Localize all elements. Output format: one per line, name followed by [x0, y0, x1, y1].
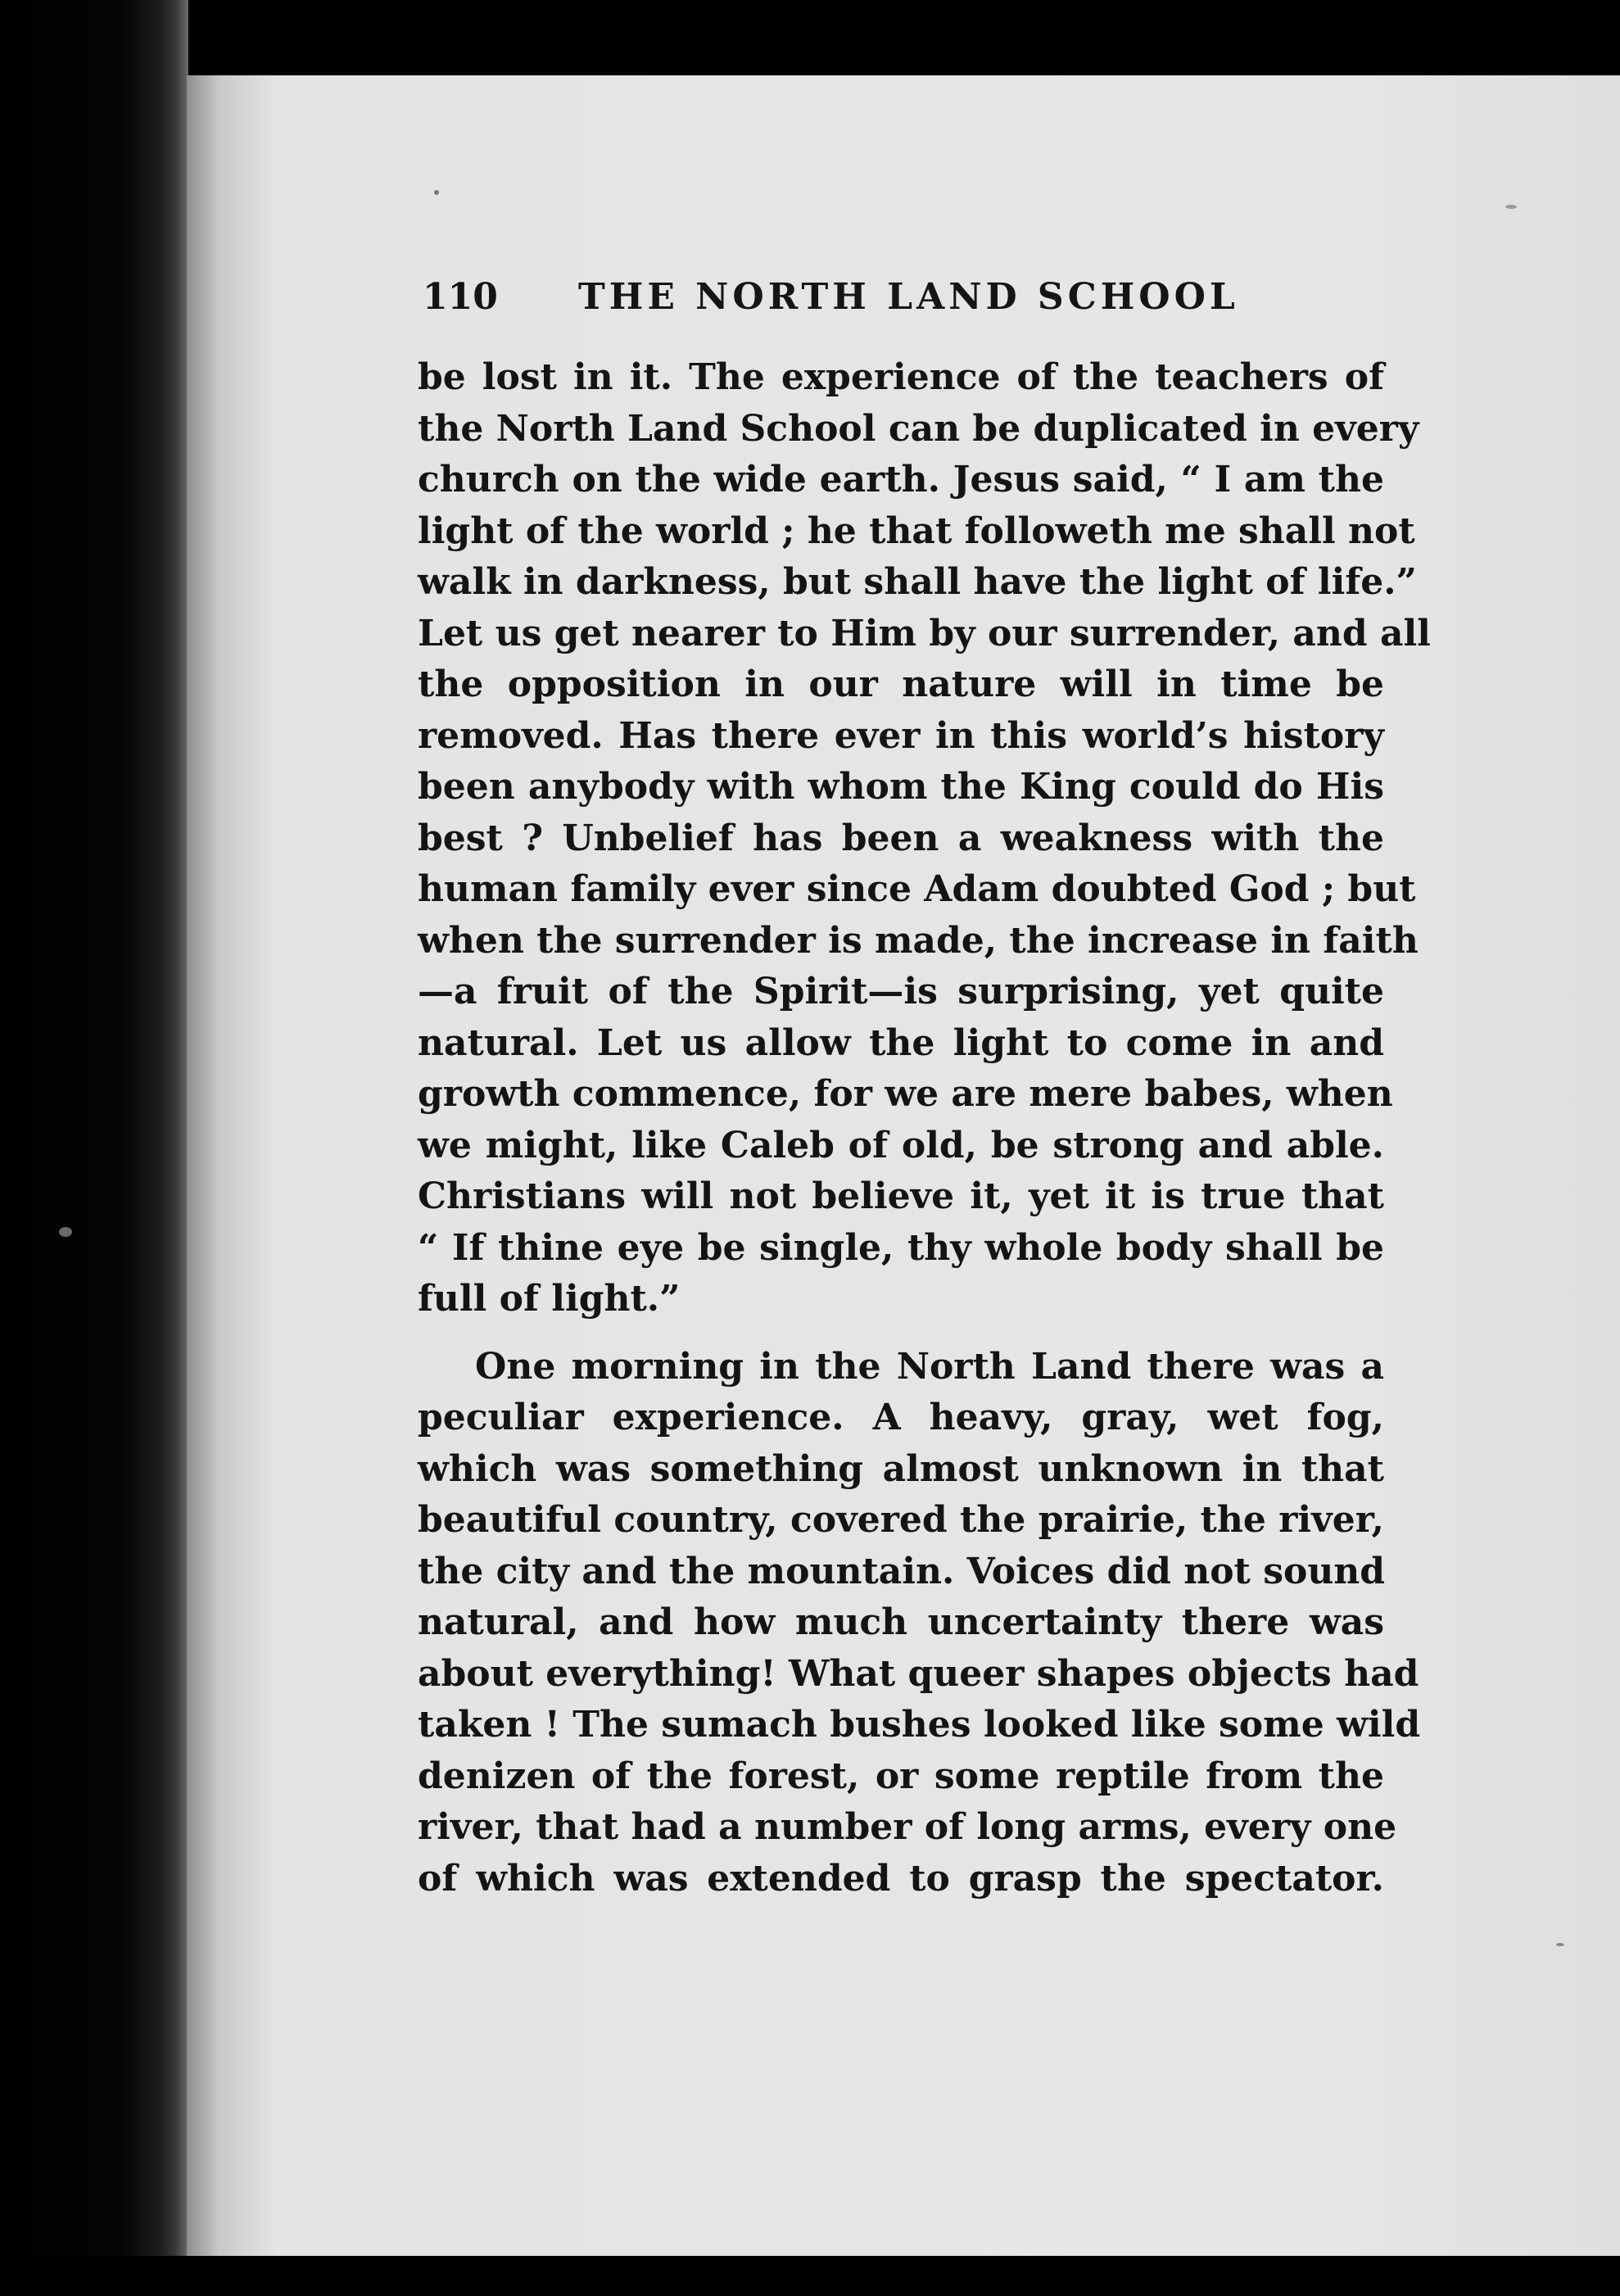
text-line: river, that had a number of long arms, every one: [418, 1806, 1397, 1848]
text-line: light of the world ; he that followeth me shall not: [418, 509, 1415, 552]
running-head: THE NORTH LAND SCHOOL: [578, 276, 1239, 318]
page-header: [423, 269, 1274, 326]
dust-speck: [434, 190, 439, 195]
bottom-shadow: [0, 2256, 1620, 2296]
text-line: One morning in the North Land there was a: [475, 1345, 1384, 1388]
text-line: about everything! What queer shapes objects had: [418, 1652, 1419, 1695]
text-line: which was something almost unknown in that: [418, 1447, 1384, 1490]
text-line: denizen of the forest, or some reptile from the: [418, 1755, 1384, 1797]
text-line: church on the wide earth. Jesus said, “ I am the: [418, 459, 1384, 500]
text-line: best ? Unbelief has been a weakness with the: [418, 817, 1384, 859]
text-line: the opposition in our nature will in time be: [418, 663, 1384, 705]
body-text: [418, 352, 1431, 1904]
page-number: 110: [423, 276, 498, 318]
text-line: natural, and how much uncertainty there was: [418, 1601, 1384, 1643]
text-line: be lost in it. The experience of the teachers of: [418, 356, 1384, 398]
dust-speck: [1505, 205, 1517, 209]
paragraph: [418, 352, 1431, 1325]
text-line: been anybody with whom the King could do His: [418, 766, 1384, 808]
text-line: taken ! The sumach bushes looked like some wild: [418, 1704, 1421, 1746]
text-line: when the surrender is made, the increase in faith: [418, 919, 1419, 962]
dust-speck: [59, 1227, 72, 1237]
text-line: of which was extended to grasp the spectator.: [418, 1857, 1384, 1900]
text-line: Christians will not believe it, yet it is true that: [418, 1175, 1384, 1217]
dust-speck: [1556, 1943, 1564, 1946]
paragraph: [418, 1342, 1421, 1905]
book-binding-shadow: [0, 0, 188, 2296]
text-line: the city and the mountain. Voices did not sound: [418, 1550, 1386, 1592]
text-line: Let us get nearer to Him by our surrender, and all: [418, 612, 1431, 654]
text-line: natural. Let us allow the light to come in and: [418, 1021, 1384, 1064]
text-line: —a fruit of the Spirit—is surprising, yet quite: [418, 971, 1384, 1012]
text-line: full of light.”: [418, 1278, 681, 1320]
text-line: walk in darkness, but shall have the light of life.”: [418, 561, 1417, 603]
paragraph-gap: [418, 1325, 1384, 1342]
text-line: the North Land School can be duplicated in every: [418, 407, 1419, 450]
text-line: removed. Has there ever in this world’s history: [418, 714, 1384, 757]
text-line: growth commence, for we are mere babes, when: [418, 1073, 1393, 1115]
text-line: peculiar experience. A heavy, gray, wet fog,: [418, 1397, 1384, 1438]
text-line: “ If thine eye be single, thy whole body shall be: [418, 1226, 1384, 1269]
text-line: human family ever since Adam doubted God ; but: [418, 868, 1416, 910]
text-line: beautiful country, covered the prairie, the river,: [418, 1499, 1384, 1541]
text-line: we might, like Caleb of old, be strong and able.: [418, 1124, 1384, 1166]
